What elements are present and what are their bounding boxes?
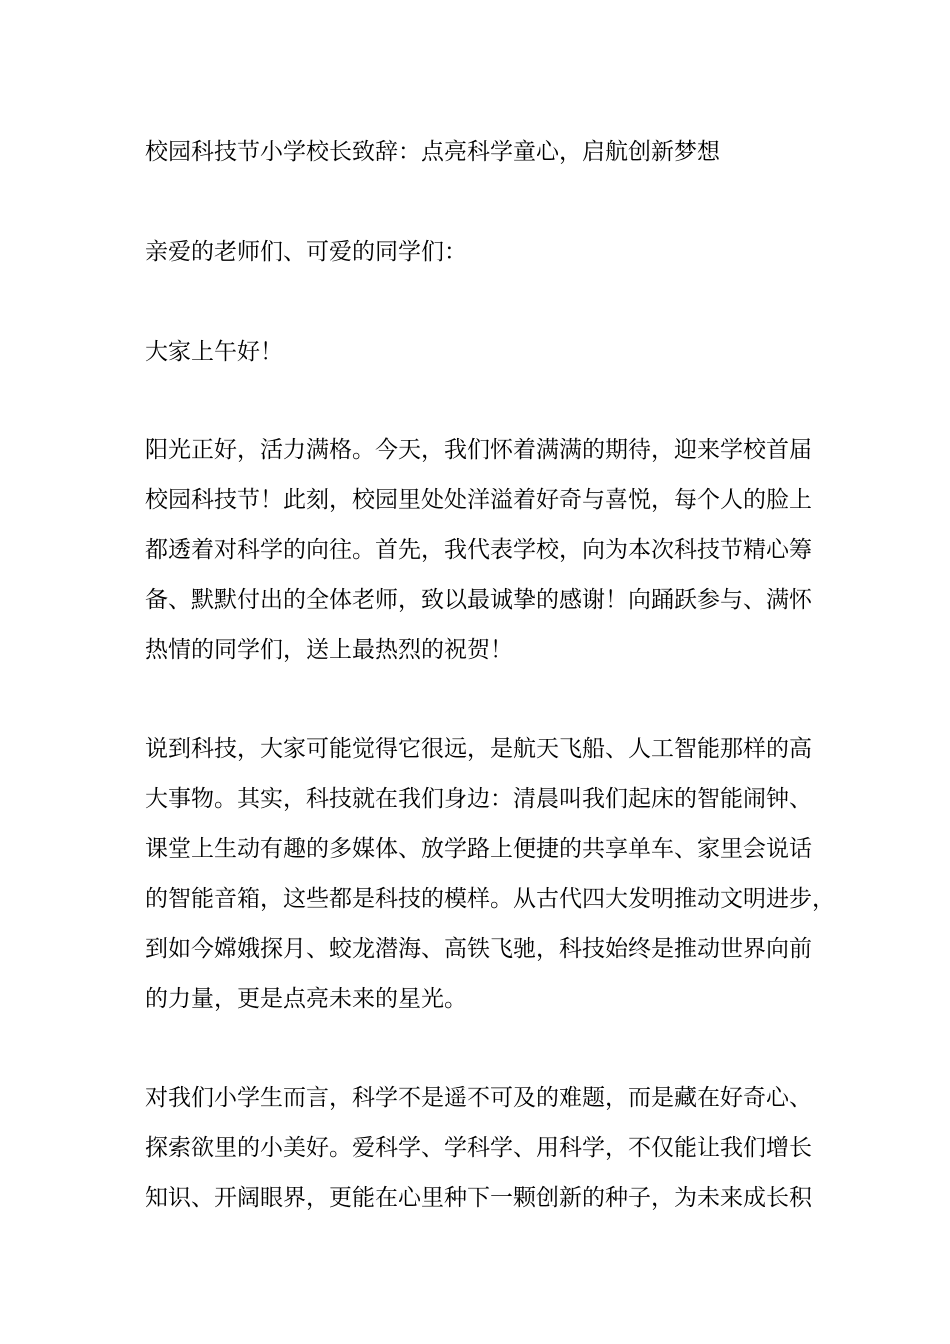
document-title: [145, 127, 835, 177]
paragraph-line: 说到科技，大家可能觉得它很远，是航天飞船、人工智能那样的高: [145, 736, 812, 762]
paragraph-line: 阳光正好，活力满格。今天，我们怀着满满的期待，迎来学校首届: [145, 437, 812, 463]
paragraph-opening: [145, 425, 835, 675]
paragraph-line: 课堂上生动有趣的多媒体、放学路上便捷的共享单车、家里会说话: [145, 836, 812, 862]
paragraph-line: 大事物。其实，科技就在我们身边：清晨叫我们起床的智能闹钟、: [145, 786, 812, 812]
paragraph-students: [145, 1073, 835, 1223]
paragraph-line: 的力量，更是点亮未来的星光。: [145, 986, 467, 1012]
greeting-text: 大家上午好！: [145, 339, 283, 365]
paragraph-line: 知识、开阔眼界，更能在心里种下一颗创新的种子，为未来成长积: [145, 1185, 812, 1211]
paragraph-line: 校园科技节！此刻，校园里处处洋溢着好奇与喜悦，每个人的脸上: [145, 487, 812, 513]
paragraph-line: 探索欲里的小美好。爱科学、学科学、用科学，不仅能让我们增长: [145, 1135, 812, 1161]
salutation-text: 亲爱的老师们、可爱的同学们：: [145, 239, 467, 265]
paragraph-line: 都透着对科学的向往。首先，我代表学校，向为本次科技节精心筹: [145, 537, 812, 563]
greeting: [145, 327, 835, 377]
paragraph-line: 对我们小学生而言，科学不是遥不可及的难题，而是藏在好奇心、: [145, 1085, 812, 1111]
paragraph-line: 备、默默付出的全体老师，致以最诚挚的感谢！向踊跃参与、满怀: [145, 587, 812, 613]
salutation: [145, 227, 835, 277]
paragraph-line: 到如今嫦娥探月、蛟龙潜海、高铁飞驰，科技始终是推动世界向前: [145, 936, 812, 962]
title-text: 校园科技节小学校长致辞：点亮科学童心，启航创新梦想: [145, 139, 720, 165]
paragraph-line: 热情的同学们，送上最热烈的祝贺！: [145, 637, 513, 663]
paragraph-technology: [145, 724, 835, 1024]
paragraph-line: 的智能音箱，这些都是科技的模样。从古代四大发明推动文明进步，: [145, 886, 835, 912]
